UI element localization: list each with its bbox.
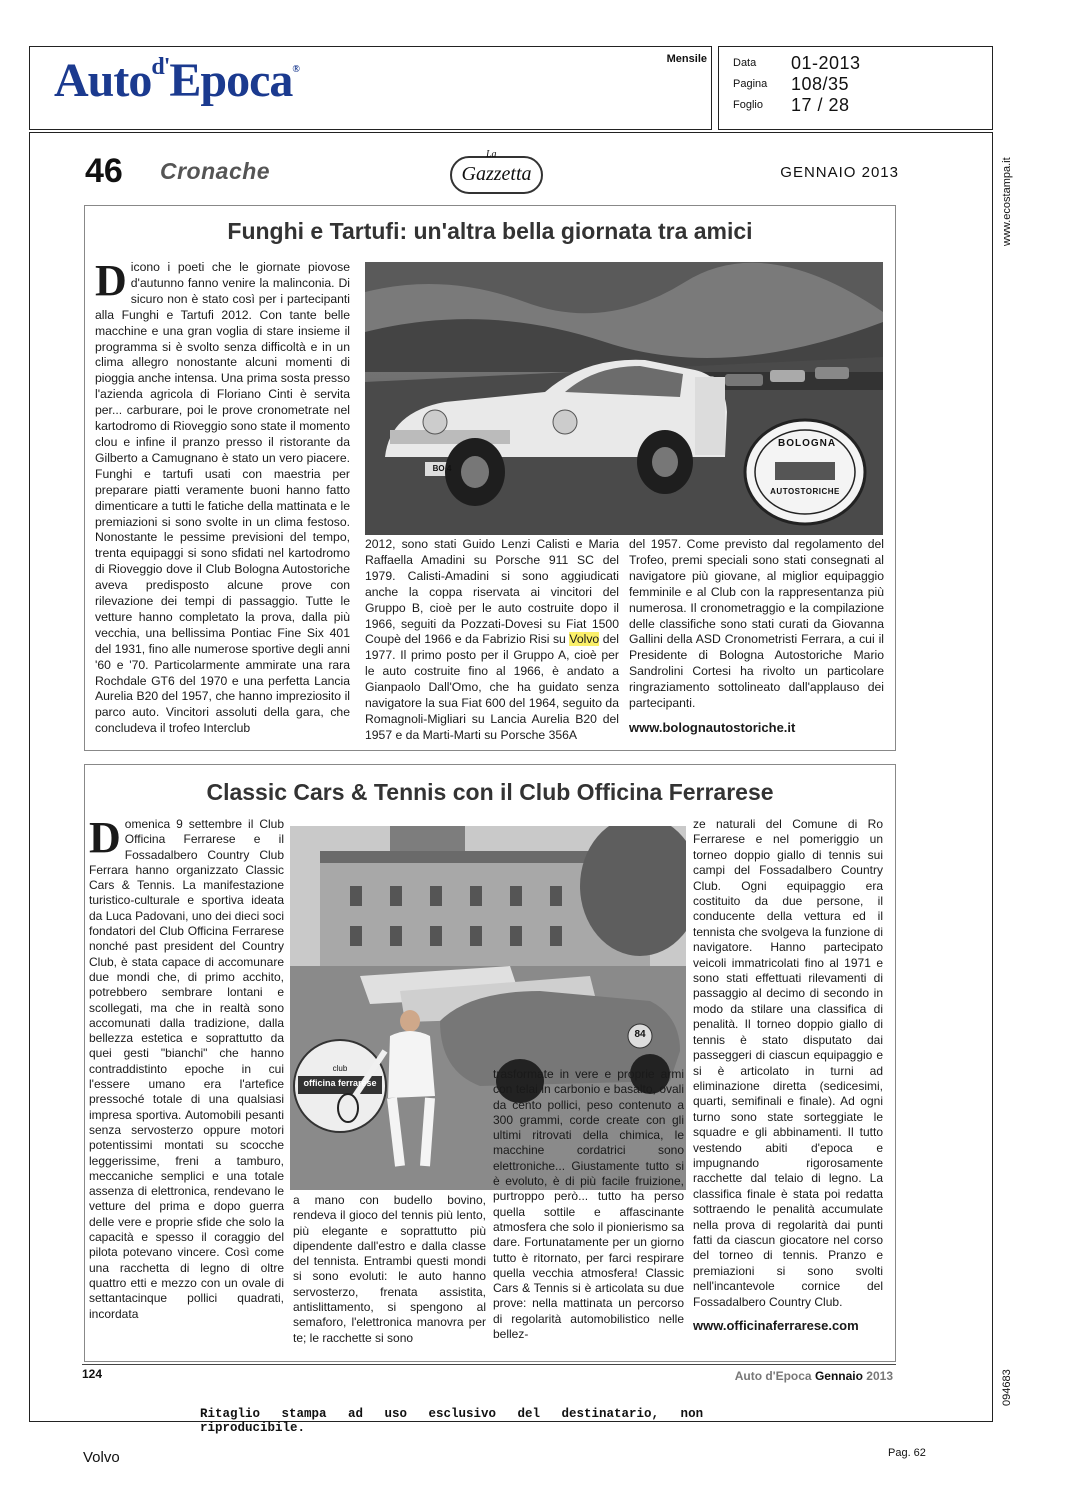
magazine-page-number: 124 — [82, 1367, 103, 1381]
clipping-disclaimer: Ritaglio stampa ad uso esclusivo del destinatario, non riproducibile. — [200, 1407, 704, 1435]
side-code: 094683 — [1001, 1369, 1013, 1406]
vintage-car-photo — [365, 262, 883, 535]
body-text: omenica 9 settembre il Club Officina Ferrarese e il Fossadalbero Country Club Ferrara hanno organizzato Classic Cars & Tennis. La manifestazione turistico-culturale e sportiva ideata da Luca Padovani, uno dei dieci soci fondatori del Club Officina Ferrarese nonché past president del Country Club, è stata capace di accomunare due mondi che, di primo acchito, potrebbero sembrare lontani e scollegati, ma che in realtà sono accomunati dalla tradizione, dalla bellezza estetica e soprattutto da quei gesti "bianchi" che hanno contraddistinto epoche in cui l'essere umano era l'artefice pressoché totale di una qualsiasi impresa sportiva. Automobili pesanti senza servosterzo oppure motori potentissimi montati su scocche leggerissime, freni a tamburo, meccaniche semplici e una totale assenza di elettronica, rendevano le vetture del prima e dopo guerra delle vere e proprie sfide che solo la capacità e spesso il coraggio del pilota potevano vincere. Così come una racchetta di legno di oltre quattro etti e mezzo con un ovale di settantacinque pollici quadrati, incordata — [89, 817, 284, 1321]
issue-date: GENNAIO 2013 — [780, 164, 899, 181]
body-text: a mano con budello bovino, rendeva il gioco del tennis più lento, più elegante e soprattutto più dipendente dall'estro e dalla classe del tennista. Entrambi questi mondi si sono evoluti: le auto hanno servosterzo, frenata assistita, antislittamento, si spengono al semaforo, l'elettronica manovra per te; le racchette si sono — [293, 1193, 486, 1345]
side-website: www.ecostampa.it — [1001, 157, 1013, 246]
article2-column-1 — [89, 813, 284, 1322]
section-title: Cronache — [160, 158, 271, 184]
club-logo-small: club — [332, 1064, 348, 1073]
meta-value: 01-2013 — [791, 52, 861, 73]
dropcap: D — [95, 256, 127, 305]
article2-column-4 — [693, 817, 883, 1333]
footer-month: Gennaio — [814, 1369, 863, 1383]
meta-row-page — [733, 74, 849, 94]
article-title: Classic Cars & Tennis con il Club Officina Ferrarese — [206, 779, 774, 805]
meta-row-date — [733, 53, 861, 73]
meta-value: 108/35 — [791, 73, 850, 94]
bologna-logo-top: BOLOGNA — [778, 438, 837, 449]
badge-small-text: La — [486, 149, 497, 160]
article1-column-1 — [95, 256, 350, 737]
clipping-page-label: Pag. 62 — [888, 1447, 926, 1459]
club-logo: officina ferrarese — [303, 1078, 377, 1088]
license-plate: BO 4 — [432, 464, 452, 473]
bologna-logo-bottom: AUTOSTORICHE — [770, 487, 840, 496]
article1-url[interactable]: www.bolognautostoriche.it — [629, 719, 796, 735]
body-text: icono i poeti che le giornate piovose d'autunno fanno venire la malinconia. Di sicuro non è stato così per i partecipanti alla Funghi e Tartufi 2012. Con tante belle macchine e una gran voglia di stare insieme il programma si è svolto senza difficoltà e in un clima allegro nonostante alcuni momenti di pioggia anche intensa. Una prima sosta presso l'azienda agricola di Floriano Cinti è servita per... carburare, poi le prove cronometrate nel kartodromo di Rioveggio sono state il momento clou e infine il pranzo presso il ristorante da Gilberto a Camugnano è stato un vero piacere. Funghi e tartufi usati con maestria per preparare piatti veramente buoni hanno fatto dimenticare a tutti le fatiche della mattinata e le premiazioni si sono svolte in un clima festoso. Nonostante le pessime previsioni del tempo, trenta equipaggi si sono sfidati nel kartodromo di Rioveggio dove il Club Bologna Autostoriche aveva predisposto alcune prove con rilevazione dei tempi di passaggio. Tutte le vetture hanno completato la prova, dalla più vecchia, una bellissima Pontiac Fine Six 401 del 1931, fino alle numerose sportive degli anni '60 e '70. Particolarmente ammirate una rara Rochdale GT6 del 1970 e una perfetta Lancia Aurelia B20 del 1957, che hanno impreziosito il parco auto. Vincitori assoluti della gara, che concludeva il trofeo Interclub — [95, 260, 350, 736]
article1-column-2 — [365, 537, 619, 744]
gazzetta-badge — [450, 149, 543, 194]
footer-rule — [82, 1364, 896, 1365]
article2-column-2 — [293, 1193, 486, 1346]
article1-column-3 — [629, 537, 884, 736]
article2-column-3 — [493, 1067, 684, 1342]
page-number: 46 — [85, 152, 123, 190]
meta-value: 17 / 28 — [791, 94, 850, 115]
meta-label: Data — [733, 57, 757, 69]
clipping-meta-box — [718, 46, 993, 130]
masthead-box — [29, 46, 712, 130]
meta-row-sheet — [733, 95, 850, 115]
body-text: 2012, sono stati Guido Lenzi Calisti e Maria Raffaella Amadini su Porsche 911 SC del 1979. Calisti-Amadini si sono aggiudicati anche la coppa riservata ai vincitori del Gruppo B, cioè per le auto costruite dopo il 1966, seguiti da Pozzati-Dovesi su Fiat 1500 Coupè del 1966 e da Fabrizio Risi su — [365, 537, 619, 647]
frequency-label: Mensile — [666, 53, 707, 65]
body-text: ze naturali del Comune di Ro Ferrarese e nel pomeriggio un torneo doppio giallo di tennis sui campi del Fossadalbero Country Club. Ogni equipaggio era costituito da due persone, il conducente della vettura ed il tennista che svolgeva la funzione di navigatore. Hanno partecipato veicoli immatricolati fino al 1971 e sono stati effettuati rilevamenti di passaggio al decimo di secondo in modo da stilare una classifica di penalità. Il torneo doppio giallo di tennis è stato disputato dai passeggeri di ciascun equipaggio e si è articolato in turni ad eliminazione diretta (sedicesimi, quarti, semifinali e finale). Ad ogni turno sono state sorteggiate le squadre e gli abbinamenti. Il tutto vestendo abiti d'epoca e impugnando rigorosamente racchette dal telaio di legno. La classifica finale è stata poi redatta sottraendo le penalità accumulate nella prova di regolarità dai punti fatti da ciascun giocatore nel corso del torneo di tennis. Pranzo e premiazioni si sono svolti nell'incantevole cornice del Fossadalbero Country Club. — [693, 817, 883, 1309]
article2-url[interactable]: www.officinaferrarese.com — [693, 1318, 859, 1333]
footer-year: 2013 — [866, 1369, 893, 1383]
magazine-logo: Auto$^{d'}$Epoca® — [54, 54, 299, 107]
body-text: trasformate in vere e proprie armi con telai in carbonio e basalto, ovali da cento pollici, peso contenuto a 300 grammi, corde create con gli ultimi ritrovati della chimica, le macchine cordatrici sono elettroniche... Giustamente tutto si è evoluto, è di più facile fruizione, purtroppo però... tutto ha perso quella sottile e affascinante atmosfera che solo il pionierismo sa dare. Fortunatamente per un giorno tutto è ritornato, per farci respirare quella vecchia atmosfera! Classic Cars & Tennis si è articolata su due prove: nella mattinata un percorso di regolarità automobilistico nelle bellez- — [493, 1067, 684, 1342]
search-keyword: Volvo — [83, 1449, 120, 1466]
meta-label: Foglio — [733, 99, 763, 111]
race-number: 84 — [634, 1029, 646, 1040]
footer-magazine-name: Auto d'Epoca — [734, 1369, 812, 1383]
magazine-footer — [735, 1369, 893, 1383]
highlighted-keyword: Volvo — [569, 632, 600, 647]
body-text: del 1957. Come previsto dal regolamento del Trofeo, premi speciali sono stati consegnati al navigatore più giovane, al miglior equipaggio femminile e al Club con la rappresentanza più numerosa. Il cronometraggio e la compilazione delle classifiche sono stati curati da Giovanna Gallini della ASD Cronometristi Ferrara, a cui il Presidente di Bologna Autostoriche Mario Sandrolini Cortesi ha rivolto un particolare ringraziamento sottolineato dall'applauso dei partecipanti. — [629, 537, 884, 711]
dropcap: D — [89, 813, 121, 862]
body-text: del 1977. Il primo posto per il Gruppo A, cioè per le auto costruite fino al 1966, è andato a Gianpaolo Dall'Omo, che ha guidato senza navigatore la sua Fiat 600 del 1964, seguito da Romagnoli-Migliari su Lancia Aurelia B20 del 1957 e da Marti-Marti su Porsche 356A — [365, 632, 619, 742]
meta-label: Pagina — [733, 78, 768, 90]
article-title: Funghi e Tartufi: un'altra bella giornata tra amici — [227, 218, 753, 244]
badge-text: Gazzetta — [461, 163, 532, 185]
